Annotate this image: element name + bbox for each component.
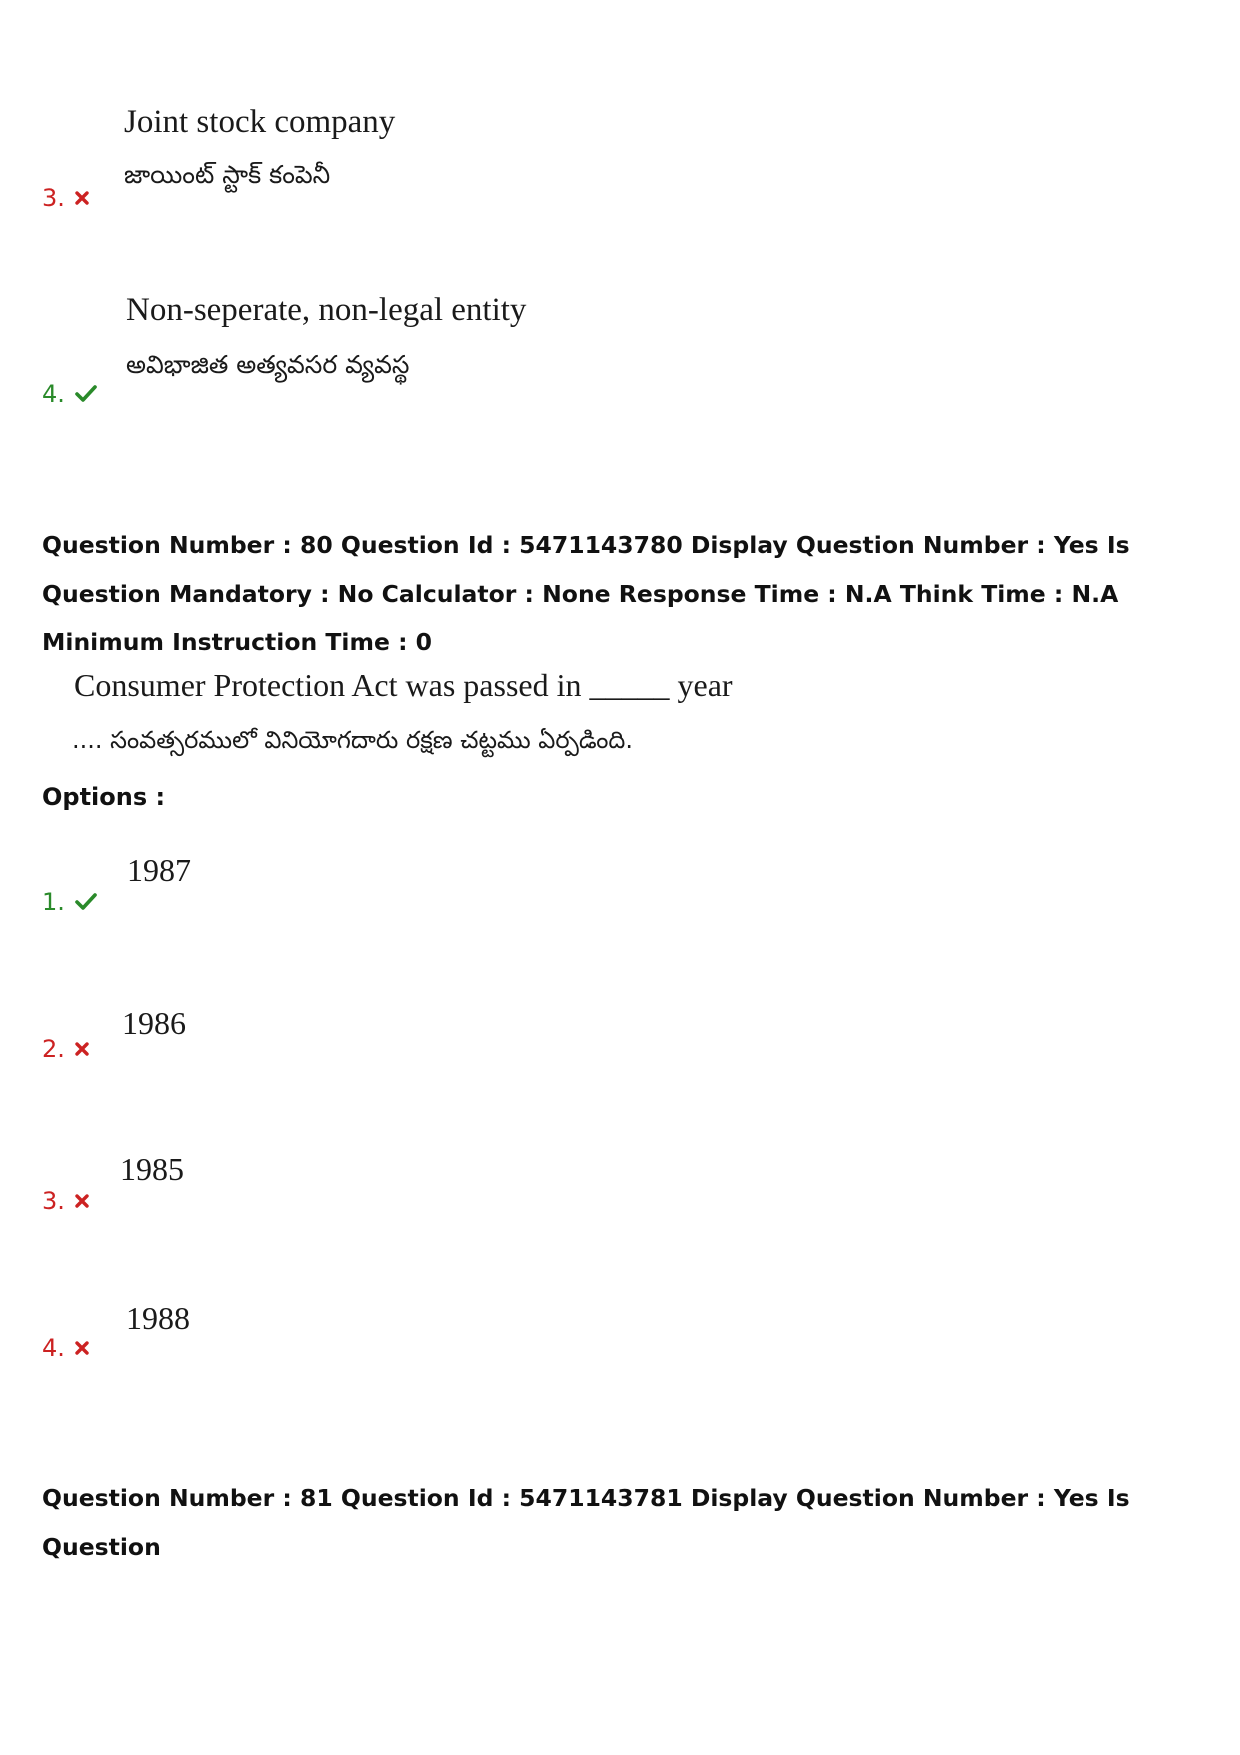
prev-option-4 <box>42 382 97 406</box>
prev-option-3-english: Joint stock company <box>124 104 396 140</box>
option-number: 3. <box>42 1187 65 1215</box>
option-number: 4. <box>42 380 65 408</box>
question-80-english: Consumer Protection Act was passed in _____ year <box>74 667 733 703</box>
q80-option-3-text: 1985 <box>120 1151 184 1187</box>
question-80-telugu: .... సంవత్సరములో వినియోగదారు రక్షణ చట్టము ఏర్పడింది. <box>72 726 633 754</box>
q80-option-3 <box>42 1189 89 1213</box>
cross-icon <box>75 1341 89 1355</box>
q80-option-4-text: 1988 <box>126 1300 190 1336</box>
prev-option-3 <box>42 186 89 210</box>
q80-option-4 <box>42 1336 89 1360</box>
option-number: 4. <box>42 1334 65 1362</box>
question-81-meta: Question Number : 81 Question Id : 5471143781 Display Question Number : Yes Is Question <box>42 1484 1130 1561</box>
cross-icon <box>75 1194 89 1208</box>
q80-option-2-text: 1986 <box>122 1005 186 1041</box>
cross-icon <box>75 191 89 205</box>
q80-option-1-text: 1987 <box>127 852 191 888</box>
option-number: 1. <box>42 888 65 916</box>
options-label: Options : <box>42 783 166 811</box>
prev-option-4-english: Non-seperate, non-legal entity <box>126 292 527 328</box>
cross-icon <box>75 1042 89 1056</box>
option-number: 2. <box>42 1035 65 1063</box>
q80-option-2 <box>42 1037 89 1061</box>
option-number: 3. <box>42 184 65 212</box>
prev-option-4-telugu: అవిభాజిత అత్యవసర వ్యవస్థ <box>126 350 410 379</box>
q80-option-1 <box>42 890 97 914</box>
question-80-meta: Question Number : 80 Question Id : 5471143780 Display Question Number : Yes Is Question Mandatory : No Calculator : None Response Time : N.A Think Time : N.A Minimum Instruction Time : 0 <box>42 531 1130 656</box>
check-icon <box>75 893 97 911</box>
check-icon <box>75 385 97 403</box>
prev-option-3-telugu: జాయింట్ స్టాక్ కంపెనీ <box>124 160 331 189</box>
